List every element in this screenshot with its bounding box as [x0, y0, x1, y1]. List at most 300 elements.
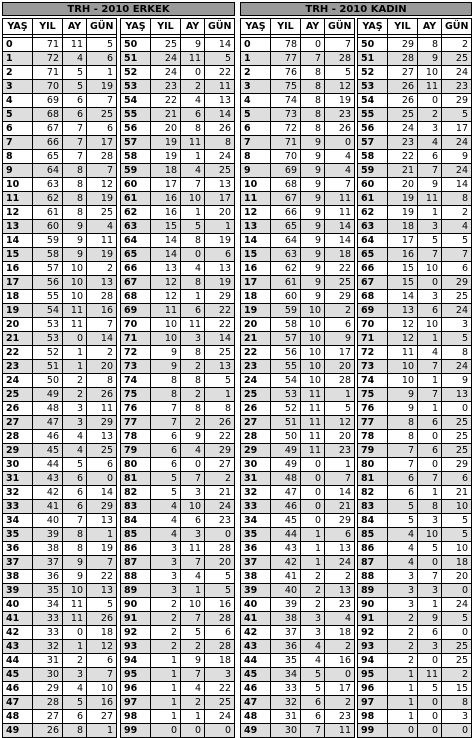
month-cell: 5	[63, 80, 87, 94]
month-cell: 10	[301, 318, 325, 332]
table-row	[241, 654, 355, 668]
year-cell: 20	[388, 178, 418, 192]
month-cell: 5	[301, 668, 325, 682]
day-cell: 17	[325, 346, 355, 360]
month-cell: 9	[418, 178, 442, 192]
month-cell: 6	[418, 304, 442, 318]
month-cell: 0	[301, 514, 325, 528]
month-cell: 11	[63, 318, 87, 332]
age-cell: 60	[358, 178, 388, 192]
day-cell: 14	[87, 332, 117, 346]
table-row	[241, 682, 355, 696]
day-cell: 2	[87, 262, 117, 276]
month-cell: 2	[301, 598, 325, 612]
month-cell: 2	[301, 570, 325, 584]
day-cell: 19	[325, 94, 355, 108]
year-cell: 60	[271, 290, 301, 304]
column-header: YIL	[271, 19, 301, 35]
age-cell: 28	[3, 430, 33, 444]
day-cell: 1	[205, 388, 235, 402]
age-cell: 85	[121, 528, 151, 542]
month-cell: 7	[63, 122, 87, 136]
day-cell: 5	[325, 402, 355, 416]
table-row	[121, 52, 235, 66]
age-cell: 30	[241, 458, 271, 472]
year-cell: 10	[151, 318, 181, 332]
column-header: GÜN	[442, 19, 472, 35]
year-cell: 20	[151, 122, 181, 136]
table-row	[358, 318, 472, 332]
table-row	[121, 234, 235, 248]
age-cell: 94	[121, 654, 151, 668]
year-cell: 4	[151, 500, 181, 514]
day-cell: 20	[325, 360, 355, 374]
year-cell: 1	[151, 682, 181, 696]
year-cell: 38	[271, 612, 301, 626]
year-cell: 23	[151, 80, 181, 94]
table-row	[241, 430, 355, 444]
day-cell: 22	[205, 304, 235, 318]
age-cell: 57	[121, 136, 151, 150]
day-cell: 21	[442, 486, 472, 500]
month-cell: 0	[181, 248, 205, 262]
year-cell: 15	[388, 276, 418, 290]
year-cell: 19	[388, 192, 418, 206]
month-cell: 4	[181, 570, 205, 584]
year-cell: 1	[151, 696, 181, 710]
month-cell: 10	[63, 290, 87, 304]
table-row	[121, 612, 235, 626]
year-cell: 74	[271, 94, 301, 108]
day-cell: 7	[87, 164, 117, 178]
month-cell: 10	[418, 262, 442, 276]
table-row	[241, 668, 355, 682]
age-cell: 75	[121, 388, 151, 402]
age-cell: 33	[3, 500, 33, 514]
year-cell: 68	[33, 108, 63, 122]
year-cell: 17	[151, 178, 181, 192]
table-row	[241, 374, 355, 388]
age-cell: 7	[241, 136, 271, 150]
age-cell: 97	[358, 696, 388, 710]
age-cell: 83	[358, 500, 388, 514]
table-row	[358, 654, 472, 668]
table-row	[3, 164, 117, 178]
day-cell: 25	[442, 640, 472, 654]
age-cell: 16	[3, 262, 33, 276]
month-cell: 3	[181, 486, 205, 500]
age-cell: 54	[358, 94, 388, 108]
month-cell: 2	[181, 360, 205, 374]
age-cell: 36	[241, 542, 271, 556]
day-cell: 5	[205, 374, 235, 388]
day-cell: 29	[442, 276, 472, 290]
age-cell: 89	[358, 584, 388, 598]
month-cell: 5	[181, 626, 205, 640]
year-cell: 64	[33, 164, 63, 178]
table-row	[358, 458, 472, 472]
table-row	[241, 626, 355, 640]
day-cell: 25	[87, 206, 117, 220]
month-cell: 7	[418, 388, 442, 402]
month-cell: 3	[301, 612, 325, 626]
table-row	[3, 66, 117, 80]
month-cell: 0	[63, 626, 87, 640]
table-row	[121, 164, 235, 178]
month-cell: 0	[418, 724, 442, 738]
table-row	[358, 178, 472, 192]
month-cell: 7	[418, 570, 442, 584]
table-row	[3, 318, 117, 332]
table-row	[358, 80, 472, 94]
month-cell: 2	[181, 696, 205, 710]
year-cell: 4	[388, 528, 418, 542]
day-cell: 13	[442, 388, 472, 402]
age-cell: 84	[121, 514, 151, 528]
table-row	[241, 304, 355, 318]
year-cell: 29	[33, 682, 63, 696]
day-cell: 25	[442, 52, 472, 66]
table-row	[358, 416, 472, 430]
table-header-row	[121, 19, 235, 35]
age-cell: 52	[121, 66, 151, 80]
day-cell: 14	[442, 178, 472, 192]
month-cell: 7	[418, 360, 442, 374]
age-cell: 21	[3, 332, 33, 346]
day-cell: 3	[442, 710, 472, 724]
month-cell: 6	[418, 150, 442, 164]
year-cell: 1	[388, 696, 418, 710]
month-cell: 0	[63, 332, 87, 346]
month-cell: 2	[418, 108, 442, 122]
year-cell: 33	[33, 612, 63, 626]
table-row	[3, 696, 117, 710]
month-cell: 6	[181, 304, 205, 318]
day-cell: 5	[325, 66, 355, 80]
month-cell: 9	[301, 248, 325, 262]
table-row	[358, 556, 472, 570]
day-cell: 13	[205, 360, 235, 374]
column-header: GÜN	[205, 19, 235, 35]
year-cell: 57	[33, 262, 63, 276]
year-cell: 3	[151, 570, 181, 584]
year-cell: 3	[388, 584, 418, 598]
age-cell: 39	[3, 584, 33, 598]
year-cell: 5	[151, 472, 181, 486]
month-cell: 3	[418, 220, 442, 234]
day-cell: 14	[325, 220, 355, 234]
table-row	[121, 220, 235, 234]
age-cell: 37	[3, 556, 33, 570]
table-row	[121, 570, 235, 584]
year-cell: 2	[151, 598, 181, 612]
age-cell: 70	[121, 318, 151, 332]
month-cell: 9	[301, 136, 325, 150]
year-cell: 6	[151, 444, 181, 458]
day-cell: 22	[205, 66, 235, 80]
age-cell: 16	[241, 262, 271, 276]
year-cell: 27	[33, 710, 63, 724]
month-cell: 10	[301, 304, 325, 318]
month-cell: 9	[301, 220, 325, 234]
age-cell: 56	[121, 122, 151, 136]
month-cell: 5	[418, 682, 442, 696]
year-cell: 7	[151, 416, 181, 430]
day-cell: 18	[325, 248, 355, 262]
table-row	[3, 556, 117, 570]
age-cell: 29	[241, 444, 271, 458]
month-cell: 6	[63, 486, 87, 500]
table-row	[241, 724, 355, 738]
table-row	[121, 206, 235, 220]
day-cell: 29	[205, 444, 235, 458]
age-cell: 86	[358, 542, 388, 556]
table-row	[358, 136, 472, 150]
age-cell: 21	[241, 332, 271, 346]
year-cell: 15	[151, 220, 181, 234]
age-cell: 67	[358, 276, 388, 290]
day-cell: 13	[87, 430, 117, 444]
year-cell: 4	[388, 542, 418, 556]
age-cell: 5	[241, 108, 271, 122]
age-cell: 77	[121, 416, 151, 430]
age-cell: 80	[358, 458, 388, 472]
age-cell: 93	[121, 640, 151, 654]
table-row	[3, 444, 117, 458]
table-row	[358, 374, 472, 388]
table-row	[121, 108, 235, 122]
year-cell: 21	[151, 108, 181, 122]
month-cell: 9	[181, 654, 205, 668]
day-cell: 10	[87, 682, 117, 696]
age-cell: 69	[121, 304, 151, 318]
month-cell: 10	[301, 360, 325, 374]
year-cell: 72	[33, 52, 63, 66]
day-cell: 7	[325, 178, 355, 192]
age-cell: 38	[241, 570, 271, 584]
age-cell: 82	[358, 486, 388, 500]
table-row	[358, 598, 472, 612]
year-cell: 2	[151, 640, 181, 654]
day-cell: 24	[442, 304, 472, 318]
age-cell: 18	[3, 290, 33, 304]
age-cell: 46	[3, 682, 33, 696]
age-cell: 43	[3, 640, 33, 654]
day-cell: 13	[205, 178, 235, 192]
table-row	[358, 332, 472, 346]
year-cell: 7	[151, 402, 181, 416]
day-cell: 14	[325, 486, 355, 500]
month-cell: 8	[301, 94, 325, 108]
age-cell: 98	[358, 710, 388, 724]
column-header: YAŞ	[121, 19, 151, 35]
male-table-title: TRH - 2010 ERKEK	[2, 2, 235, 16]
table-row	[121, 486, 235, 500]
day-cell: 0	[325, 136, 355, 150]
table-row	[241, 640, 355, 654]
year-cell: 6	[388, 486, 418, 500]
year-cell: 65	[33, 150, 63, 164]
month-cell: 8	[301, 80, 325, 94]
day-cell: 14	[87, 486, 117, 500]
day-cell: 25	[325, 276, 355, 290]
year-cell: 28	[388, 52, 418, 66]
year-cell: 41	[33, 500, 63, 514]
age-cell: 18	[241, 290, 271, 304]
year-cell: 2	[388, 612, 418, 626]
year-cell: 75	[271, 80, 301, 94]
table-row	[358, 528, 472, 542]
year-cell: 67	[271, 192, 301, 206]
day-cell: 29	[442, 458, 472, 472]
year-cell: 39	[271, 598, 301, 612]
day-cell: 19	[87, 248, 117, 262]
day-cell: 22	[205, 682, 235, 696]
month-cell: 6	[181, 514, 205, 528]
day-cell: 25	[205, 346, 235, 360]
year-cell: 58	[271, 318, 301, 332]
month-cell: 3	[418, 122, 442, 136]
year-cell: 42	[271, 556, 301, 570]
year-cell: 3	[388, 598, 418, 612]
table-row	[121, 192, 235, 206]
table-row	[358, 682, 472, 696]
age-cell: 38	[3, 570, 33, 584]
month-cell: 3	[181, 528, 205, 542]
table-row	[241, 80, 355, 94]
table-row	[121, 444, 235, 458]
age-cell: 91	[121, 612, 151, 626]
year-cell: 4	[151, 514, 181, 528]
table-row	[3, 612, 117, 626]
age-cell: 13	[241, 220, 271, 234]
day-cell: 3	[205, 668, 235, 682]
year-cell: 1	[151, 654, 181, 668]
month-cell: 5	[181, 220, 205, 234]
age-cell: 32	[241, 486, 271, 500]
table-row	[121, 360, 235, 374]
day-cell: 8	[442, 192, 472, 206]
year-cell: 13	[151, 262, 181, 276]
month-cell: 6	[63, 472, 87, 486]
day-cell: 25	[205, 696, 235, 710]
table-row	[358, 262, 472, 276]
day-cell: 23	[325, 444, 355, 458]
year-cell: 59	[271, 304, 301, 318]
table-row	[358, 150, 472, 164]
table-row	[241, 276, 355, 290]
year-cell: 53	[33, 318, 63, 332]
age-cell: 45	[3, 668, 33, 682]
age-cell: 67	[121, 276, 151, 290]
table-row	[3, 248, 117, 262]
year-cell: 55	[271, 360, 301, 374]
day-cell: 22	[205, 430, 235, 444]
month-cell: 5	[63, 458, 87, 472]
column-header: YAŞ	[3, 19, 33, 35]
age-cell: 23	[241, 360, 271, 374]
year-cell: 58	[33, 248, 63, 262]
female-table-right	[357, 18, 472, 738]
month-cell: 11	[63, 598, 87, 612]
table-row	[121, 458, 235, 472]
day-cell: 24	[205, 150, 235, 164]
year-cell: 24	[388, 122, 418, 136]
month-cell: 0	[418, 430, 442, 444]
age-cell: 1	[3, 52, 33, 66]
age-cell: 25	[3, 388, 33, 402]
month-cell: 7	[301, 52, 325, 66]
age-cell: 53	[358, 80, 388, 94]
day-cell: 24	[442, 136, 472, 150]
year-cell: 2	[388, 626, 418, 640]
year-cell: 55	[33, 290, 63, 304]
year-cell: 5	[388, 500, 418, 514]
age-cell: 66	[121, 262, 151, 276]
year-cell: 46	[33, 430, 63, 444]
month-cell: 4	[181, 262, 205, 276]
year-cell: 3	[388, 570, 418, 584]
day-cell: 10	[442, 542, 472, 556]
table-row	[121, 528, 235, 542]
month-cell: 8	[418, 38, 442, 52]
age-cell: 89	[121, 584, 151, 598]
month-cell: 2	[181, 80, 205, 94]
day-cell: 6	[205, 248, 235, 262]
age-cell: 32	[3, 486, 33, 500]
year-cell: 6	[151, 458, 181, 472]
age-cell: 36	[3, 542, 33, 556]
month-cell: 8	[181, 346, 205, 360]
month-cell: 9	[301, 276, 325, 290]
year-cell: 52	[271, 402, 301, 416]
year-cell: 49	[271, 444, 301, 458]
day-cell: 11	[325, 192, 355, 206]
month-cell: 9	[301, 206, 325, 220]
day-cell: 11	[87, 234, 117, 248]
month-cell: 2	[181, 388, 205, 402]
month-cell: 11	[63, 612, 87, 626]
month-cell: 9	[181, 38, 205, 52]
column-header: YAŞ	[358, 19, 388, 35]
table-row	[3, 290, 117, 304]
day-cell: 4	[442, 220, 472, 234]
table-row	[358, 444, 472, 458]
year-cell: 2	[151, 612, 181, 626]
month-cell: 11	[181, 318, 205, 332]
month-cell: 6	[418, 626, 442, 640]
day-cell: 26	[325, 122, 355, 136]
year-cell: 72	[271, 122, 301, 136]
month-cell: 7	[181, 472, 205, 486]
year-cell: 8	[151, 374, 181, 388]
age-cell: 91	[358, 612, 388, 626]
age-cell: 35	[3, 528, 33, 542]
day-cell: 19	[87, 192, 117, 206]
table-row	[358, 500, 472, 514]
month-cell: 0	[301, 486, 325, 500]
table-row	[121, 346, 235, 360]
year-cell: 1	[388, 668, 418, 682]
table-row	[358, 164, 472, 178]
day-cell: 26	[205, 416, 235, 430]
year-cell: 14	[388, 290, 418, 304]
day-cell: 20	[205, 556, 235, 570]
month-cell: 1	[418, 486, 442, 500]
day-cell: 19	[205, 234, 235, 248]
age-cell: 9	[3, 164, 33, 178]
age-cell: 33	[241, 500, 271, 514]
